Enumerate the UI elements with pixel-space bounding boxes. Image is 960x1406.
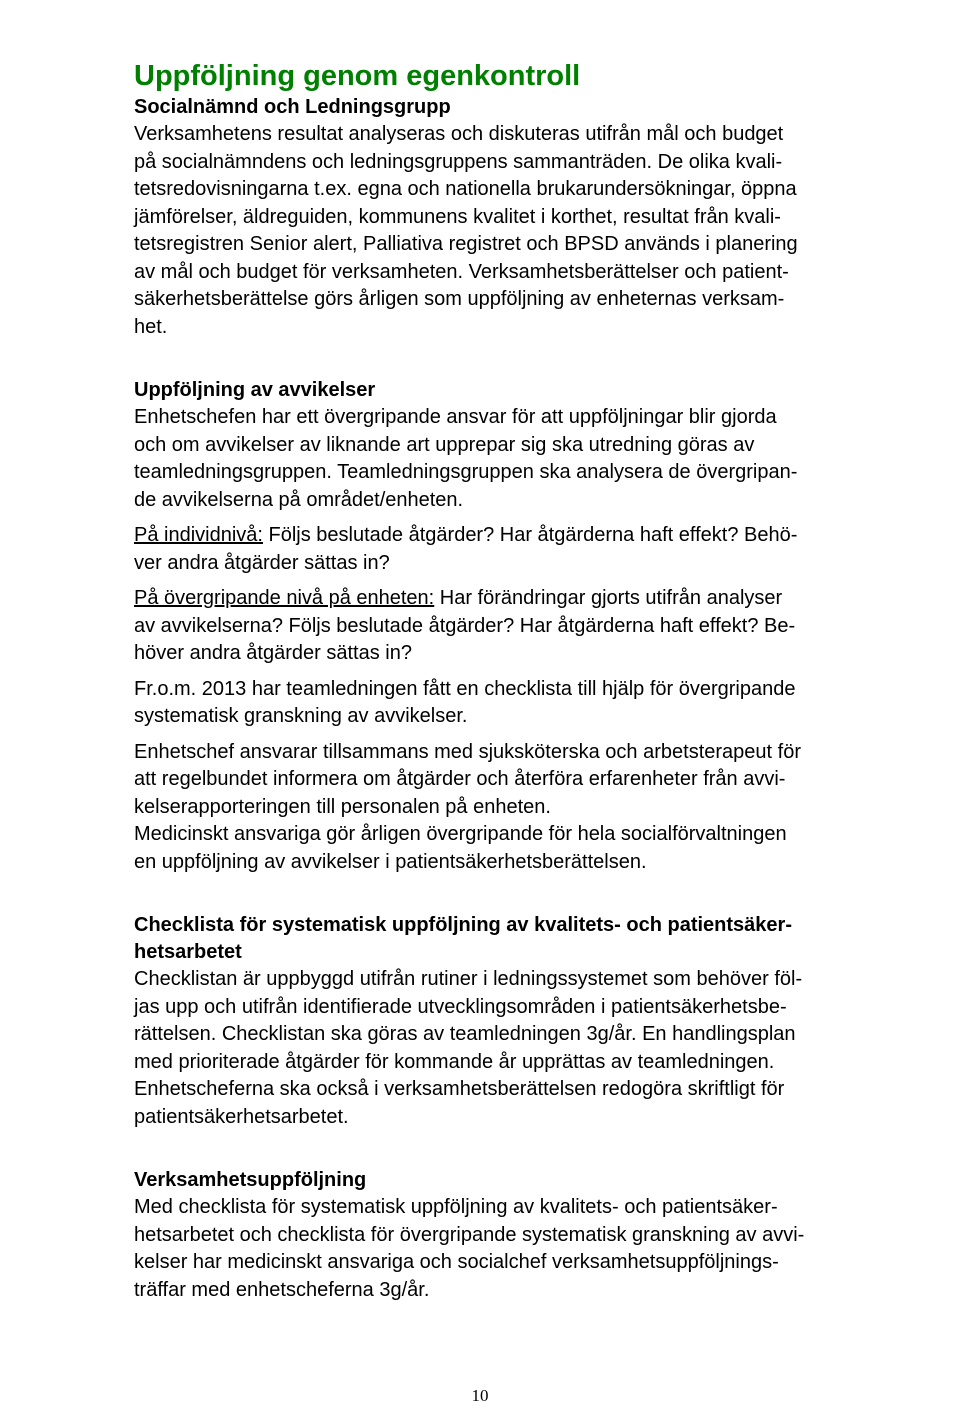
individniva-text: Följs beslutade åtgärder? Har åtgärderna haft effekt? Behö- ver andra åtgärder sättas in? (134, 524, 798, 574)
section-heading-avvikelser: Uppföljning av avvikelser (134, 379, 376, 401)
page-title: Uppföljning genom egenkontroll (134, 60, 581, 92)
section-body-socialnamnd: Verksamhetens resultat analyseras och diskuteras utifrån mål och budget på socialnämndens och ledningsgruppens sammanträden. De olika kvali- tetsredovisningarna t.ex. egna och nationella brukarundersökningar, öppna jämförelser, äldreguiden, kommunens kvalitet i korthet, resultat från kvali- tetsregistren Senior alert, Palliativa registret och BPSD används i planering av mål och budget för verksamheten. Verksamhetsberättelser och patient- säkerhetsberättelse görs årligen som uppföljning av enheternas verksam- het. (134, 123, 798, 338)
overgripande-label: På övergripande nivå på enheten: (134, 587, 435, 609)
section-heading-socialnamnd: Socialnämnd och Ledningsgrupp (134, 96, 451, 118)
avvikelser-paragraph-overgripande (134, 585, 934, 668)
avvikelser-paragraph-individniva (134, 522, 934, 577)
page-content (134, 58, 934, 1304)
avvikelser-paragraph-1: Enhetschefen har ett övergripande ansvar för att uppföljningar blir gjorda och om avvikelser av liknande art upprepar sig ska utredning göras av teamledningsgruppen. Teamledningsgruppen ska analysera de övergripan- de avvikelserna på området/enheten. (134, 406, 798, 511)
section-heading-verksamhetsuppfoljning: Verksamhetsuppföljning (134, 1169, 367, 1191)
section-body-checklista: Checklistan är uppbyggd utifrån rutiner i ledningssystemet som behöver föl- jas upp och utifrån identifierade utvecklingsområden i patientsäkerhetsbe- rättelsen. Checklistan ska göras av teamledningen 3g/år. En handlingsplan med prioriterade åtgärder för kommande år upprättas av teamledningen. Enhetscheferna ska också i verksamhetsberättelsen redogöra skriftligt för patientsäkerhetsarbetet. (134, 968, 803, 1128)
avvikelser-paragraph-enhetschef: Enhetschef ansvarar tillsammans med sjuksköterska och arbetsterapeut för att regelbundet informera om åtgärder och återföra erfarenheter från avvi- kelserapporteringen till personalen på enheten. Medicinskt ansvariga gör årligen övergripande för hela socialförvaltningen en uppföljning av avvikelser i patientsäkerhetsberättelsen. (134, 740, 801, 873)
individniva-label: På individnivå: (134, 524, 263, 546)
overgripande-text: Har förändringar gjorts utifrån analyser av avvikelserna? Följs beslutade åtgärder? Har åtgärderna haft effekt? Be- höver andra åtgärder sättas in? (134, 587, 796, 664)
section-heading-checklista: Checklista för systematisk uppföljning av kvalitets- och patientsäker- hetsarbetet (134, 914, 792, 963)
avvikelser-paragraph-checklista: Fr.o.m. 2013 har teamledningen fått en checklista till hjälp för övergripande systematisk granskning av avvikelser. (134, 677, 796, 727)
page-number: 10 (471, 1386, 489, 1405)
section-body-verksamhetsuppfoljning: Med checklista för systematisk uppföljning av kvalitets- och patientsäker- hetsarbetet och checklista för övergripande systematisk granskning av avvi- kelser har medicinskt ansvariga och socialchef verksamhetsuppföljnings- träffar med enhetscheferna 3g/år. (134, 1196, 805, 1301)
